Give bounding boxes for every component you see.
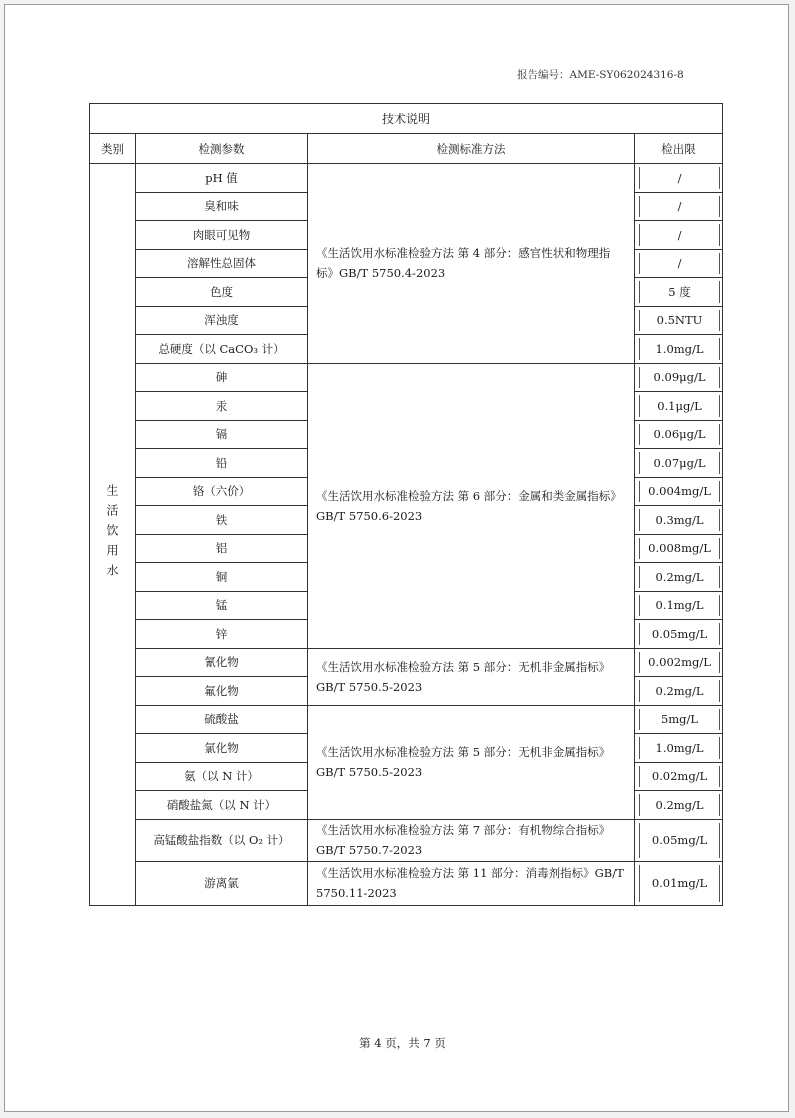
limit-value: 0.1mg/L (639, 595, 720, 617)
limit-value: 0.002mg/L (639, 652, 720, 674)
limit-cell (635, 477, 723, 506)
limit-cell (635, 791, 723, 820)
method-cell: 《生活饮用水标准检验方法 第 11 部分：消毒剂指标》GB/T 5750.11-2023 (308, 861, 635, 905)
limit-value: / (639, 253, 720, 275)
method-cell: 《生活饮用水标准检验方法 第 5 部分：无机非金属指标》GB/T 5750.5-2023 (308, 705, 635, 819)
parameter-cell: 氯化物 (136, 734, 308, 763)
limit-cell (635, 819, 723, 861)
limit-cell (635, 677, 723, 706)
limit-value: 0.3mg/L (639, 509, 720, 531)
method-cell: 《生活饮用水标准检验方法 第 4 部分：感官性状和物理指标》GB/T 5750.4-2023 (308, 164, 635, 364)
parameter-cell: 肉眼可见物 (136, 221, 308, 250)
header-parameter: 检测参数 (136, 134, 308, 164)
report-number: 报告编号：AME-SY062024316-8 (517, 69, 684, 81)
limit-value: 5mg/L (639, 709, 720, 731)
parameter-cell: 铅 (136, 449, 308, 478)
parameter-cell: 锌 (136, 620, 308, 649)
table-row (90, 861, 723, 905)
page-footer: 第 4 页，共 7 页 (359, 1036, 446, 1050)
category-cell: 生活饮用水 (90, 164, 136, 906)
limit-value: 0.01mg/L (639, 865, 720, 902)
limit-value: 0.2mg/L (639, 794, 720, 816)
limit-value: 1.0mg/L (639, 737, 720, 759)
limit-value: 0.5NTU (639, 310, 720, 332)
table-row (90, 819, 723, 861)
limit-cell (635, 249, 723, 278)
parameter-cell: pH 值 (136, 164, 308, 193)
limit-cell (635, 278, 723, 307)
parameter-cell: 铬（六价） (136, 477, 308, 506)
limit-value: 0.06μg/L (639, 424, 720, 446)
parameter-cell: 砷 (136, 363, 308, 392)
limit-value: 0.05mg/L (639, 623, 720, 645)
table-row (90, 648, 723, 677)
limit-cell (635, 563, 723, 592)
method-cell: 《生活饮用水标准检验方法 第 5 部分：无机非金属指标》GB/T 5750.5-2023 (308, 648, 635, 705)
limit-value: 0.2mg/L (639, 680, 720, 702)
document-page (4, 4, 789, 1112)
parameter-cell: 氰化物 (136, 648, 308, 677)
limit-cell (635, 861, 723, 905)
parameter-cell: 硝酸盐氮（以 N 计） (136, 791, 308, 820)
parameter-cell: 高锰酸盐指数（以 O₂ 计） (136, 819, 308, 861)
parameter-cell: 游离氯 (136, 861, 308, 905)
limit-value: 0.008mg/L (639, 538, 720, 560)
method-cell: 《生活饮用水标准检验方法 第 7 部分：有机物综合指标》GB/T 5750.7-2023 (308, 819, 635, 861)
parameter-cell: 色度 (136, 278, 308, 307)
limit-value: / (639, 167, 720, 189)
parameter-cell: 锰 (136, 591, 308, 620)
parameter-cell: 浑浊度 (136, 306, 308, 335)
limit-value: 0.07μg/L (639, 452, 720, 474)
limit-cell (635, 506, 723, 535)
parameter-cell: 铜 (136, 563, 308, 592)
limit-value: 1.0mg/L (639, 338, 720, 360)
parameter-cell: 硫酸盐 (136, 705, 308, 734)
limit-cell (635, 192, 723, 221)
method-cell: 《生活饮用水标准检验方法 第 6 部分：金属和类金属指标》GB/T 5750.6-2023 (308, 363, 635, 648)
parameter-cell: 铁 (136, 506, 308, 535)
parameter-cell: 汞 (136, 392, 308, 421)
table-row (90, 164, 723, 193)
limit-cell (635, 449, 723, 478)
limit-cell (635, 591, 723, 620)
limit-cell (635, 420, 723, 449)
limit-cell (635, 620, 723, 649)
limit-value: 0.2mg/L (639, 566, 720, 588)
parameter-cell: 总硬度（以 CaCO₃ 计） (136, 335, 308, 364)
limit-cell (635, 762, 723, 791)
limit-value: 0.02mg/L (639, 766, 720, 788)
technical-description-table (89, 103, 723, 906)
limit-cell (635, 363, 723, 392)
limit-cell (635, 164, 723, 193)
header-category: 类别 (90, 134, 136, 164)
header-method: 检测标准方法 (308, 134, 635, 164)
limit-cell (635, 335, 723, 364)
table-title: 技术说明 (90, 104, 723, 134)
limit-cell (635, 648, 723, 677)
parameter-cell: 铝 (136, 534, 308, 563)
limit-value: 0.09μg/L (639, 367, 720, 389)
limit-cell (635, 306, 723, 335)
limit-cell (635, 734, 723, 763)
table-row (90, 705, 723, 734)
limit-cell (635, 705, 723, 734)
parameter-cell: 镉 (136, 420, 308, 449)
parameter-cell: 臭和味 (136, 192, 308, 221)
limit-value: 0.05mg/L (639, 823, 720, 858)
limit-cell (635, 221, 723, 250)
limit-cell (635, 392, 723, 421)
parameter-cell: 氟化物 (136, 677, 308, 706)
limit-value: / (639, 196, 720, 218)
limit-value: 5 度 (639, 281, 720, 303)
parameter-cell: 溶解性总固体 (136, 249, 308, 278)
limit-value: 0.1μg/L (639, 395, 720, 417)
limit-value: / (639, 224, 720, 246)
limit-value: 0.004mg/L (639, 481, 720, 503)
header-limit: 检出限 (635, 134, 723, 164)
limit-cell (635, 534, 723, 563)
table-row (90, 363, 723, 392)
parameter-cell: 氨（以 N 计） (136, 762, 308, 791)
